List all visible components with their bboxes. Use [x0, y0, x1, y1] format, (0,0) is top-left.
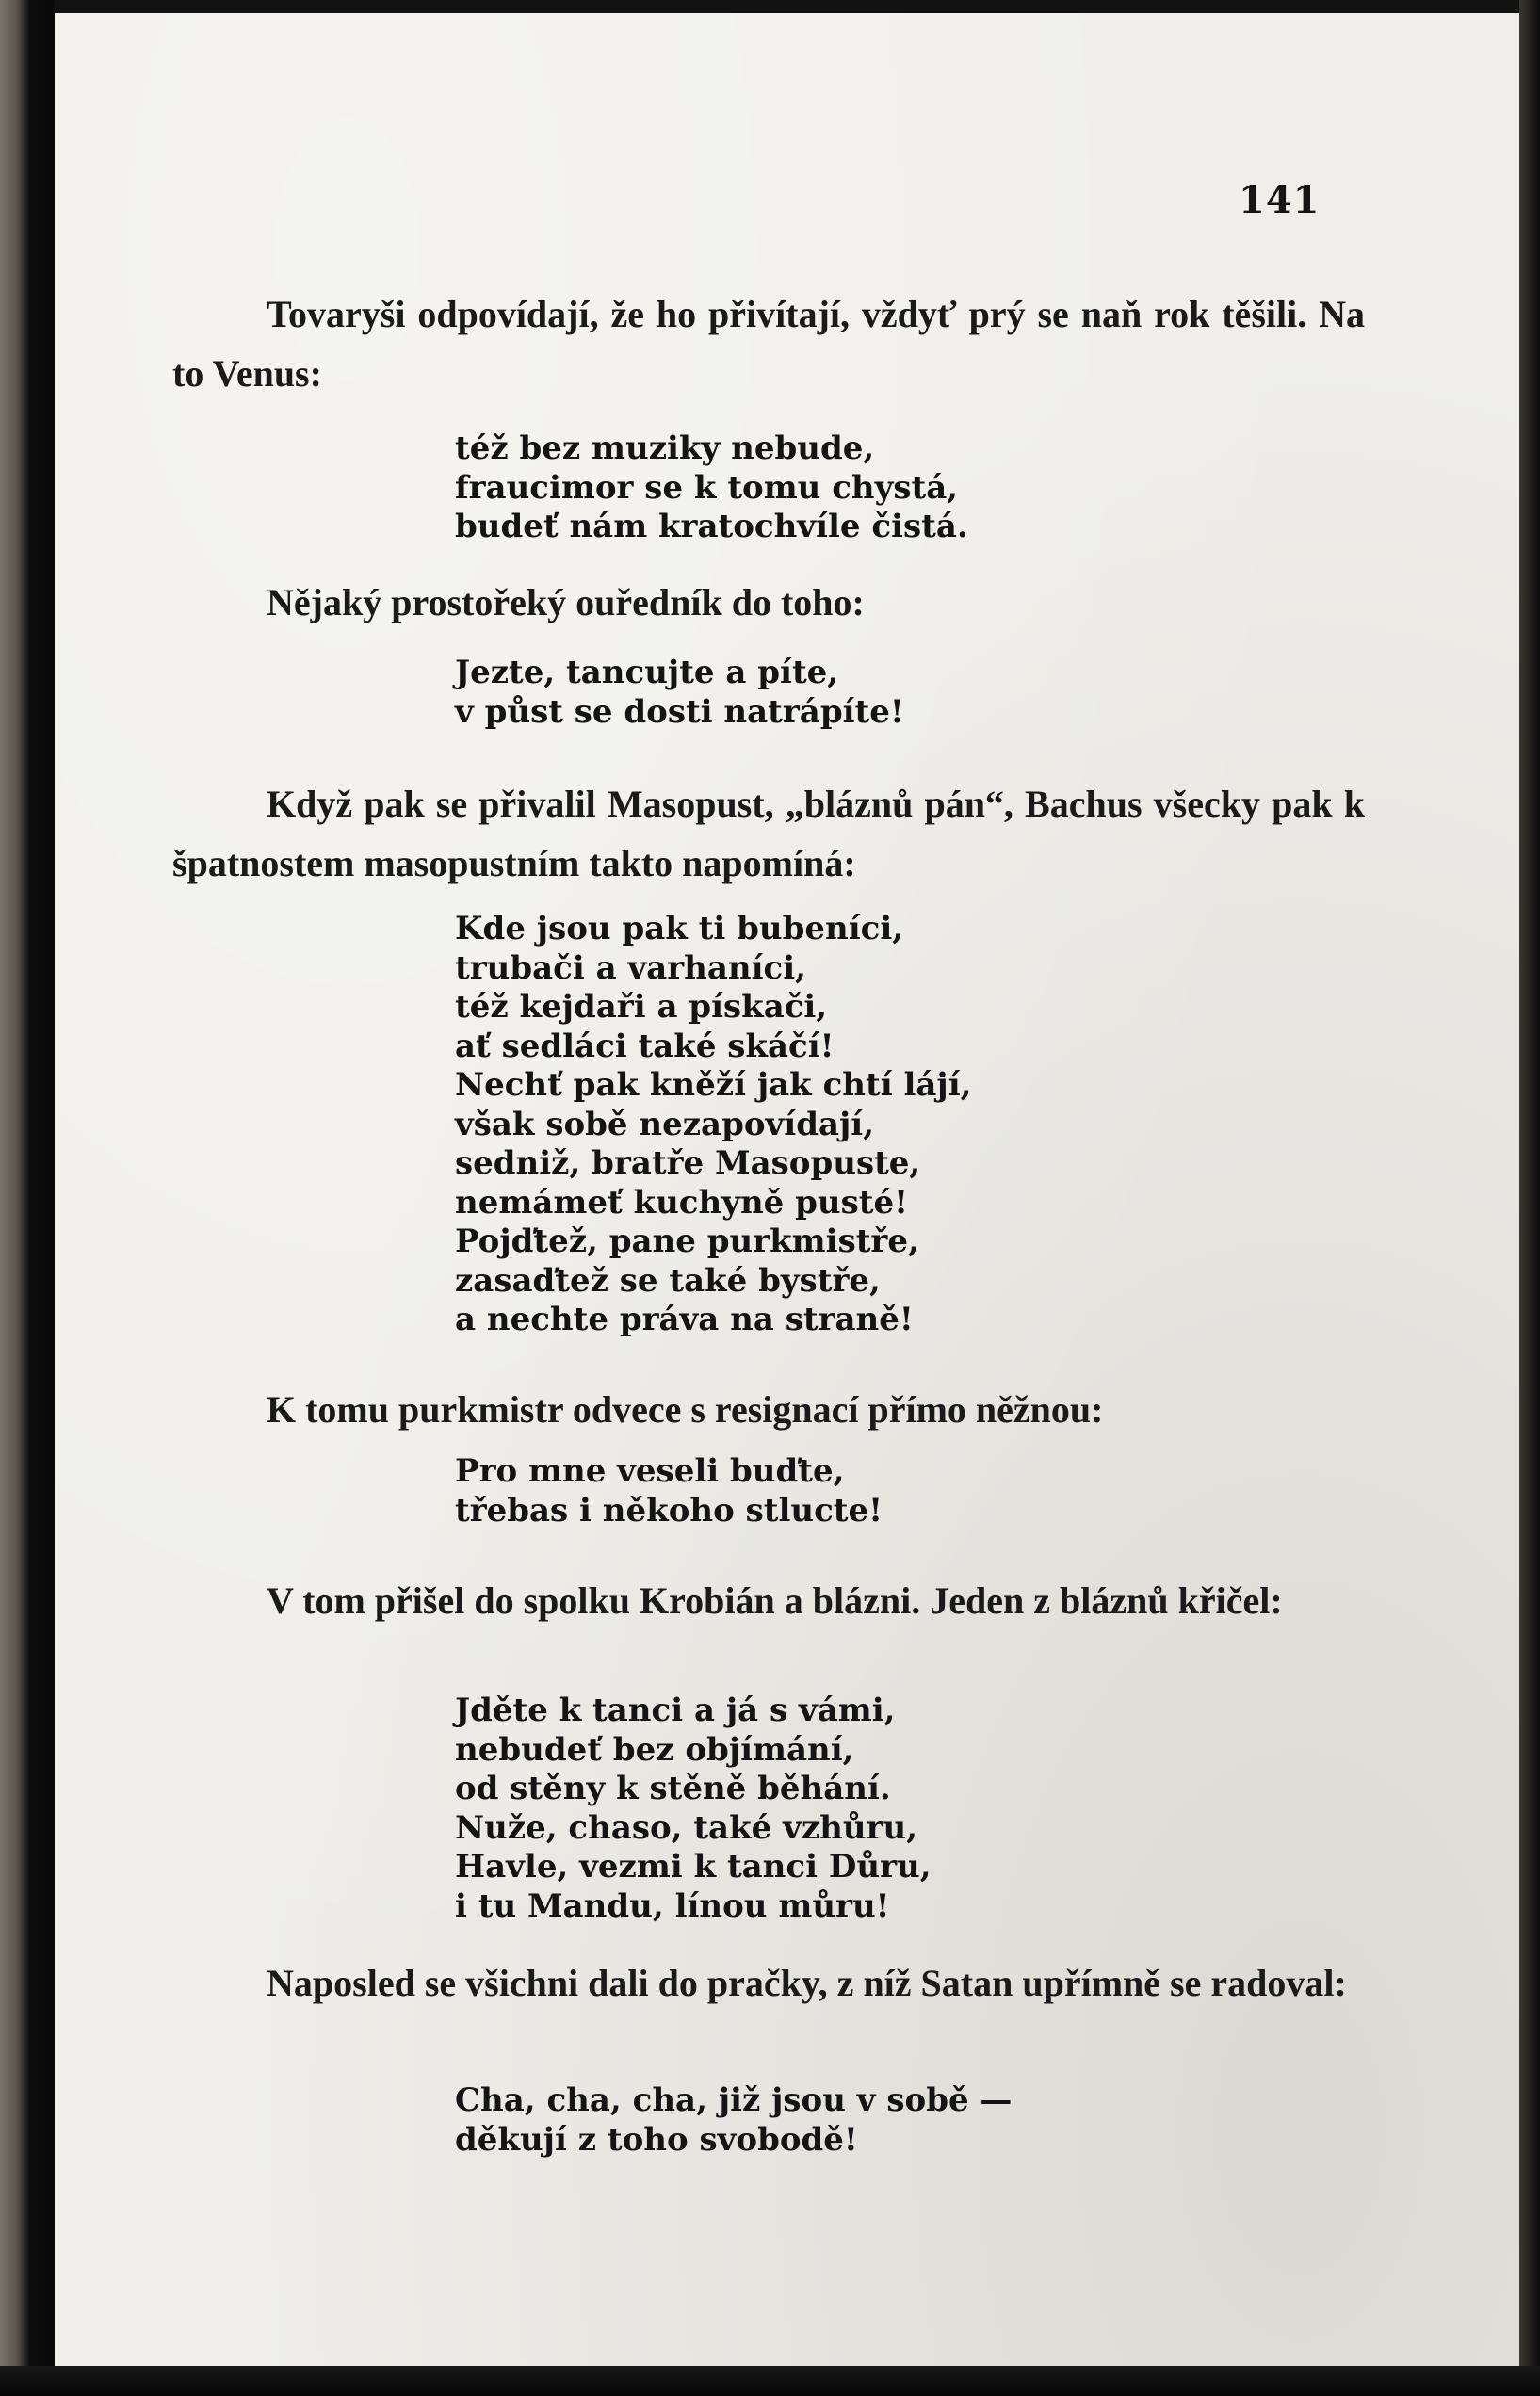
- verse-block: [455, 429, 968, 547]
- verse-line: též kejdaři a pískači,: [455, 988, 828, 1026]
- verse-block: [455, 1692, 932, 1926]
- prose-paragraph: Tovaryši odpovídají, že ho přivítají, vždyť prý se naň rok těšili. Na to Venus:: [172, 293, 1365, 395]
- verse-line: nemámeť kuchyně pusté!: [455, 1183, 909, 1222]
- verse-line: též bez muziky nebude,: [455, 429, 875, 467]
- verse-line: fraucimor se k tomu chystá,: [455, 468, 959, 507]
- verse-line: v půst se dosti natrápíte!: [455, 692, 904, 731]
- verse-line: Nechť pak kněží jak chtí lájí,: [455, 1066, 972, 1104]
- verse-line: nebudeť bez objímání,: [455, 1730, 854, 1769]
- prose-paragraph: Nějaký prostořeký ouředník do toho:: [267, 581, 865, 623]
- book-page: [55, 13, 1519, 2366]
- verse-line: Cha, cha, cha, již jsou v sobě —: [455, 2081, 1013, 2119]
- scan-top-edge: [0, 0, 1540, 13]
- verse-line: Nuže, chaso, také vzhůru,: [455, 1808, 918, 1847]
- verse-line: Jezte, tancujte a píte,: [455, 654, 839, 691]
- prose-paragraph: Když pak se přivalil Masopust, „bláznů pán“, Bachus všecky pak k špatnostem masopustním takto napomíná:: [172, 783, 1365, 884]
- verse-line: Jděte k tanci a já s vámi,: [455, 1692, 896, 1729]
- verse-line: ať sedláci také skáčí!: [455, 1027, 835, 1065]
- scan-bottom-edge: [0, 2366, 1540, 2396]
- verse-line: zasaďtež se také bystře,: [455, 1261, 881, 1300]
- scan-right-edge: [1519, 0, 1540, 2396]
- verse-line: děkují z toho svobodě!: [455, 2120, 858, 2159]
- book-binding-edge: [0, 0, 55, 2396]
- prose-paragraph: V tom přišel do spolku Krobián a blázni. Jeden z bláznů křičel:: [267, 1579, 1283, 1622]
- verse-line: Havle, vezmi k tanci Důru,: [455, 1848, 932, 1886]
- verse-line: Pro mne veseli buďte,: [455, 1452, 845, 1490]
- verse-line: Pojďtež, pane purkmistře,: [455, 1222, 919, 1260]
- verse-line: od stěny k stěně běhání.: [455, 1770, 891, 1807]
- verse-block: [455, 654, 904, 732]
- prose-paragraph: Naposled se všichni dali do pračky, z níž Satan upřímně se radoval:: [267, 1962, 1347, 2004]
- verse-line: a nechte práva na straně!: [455, 1301, 914, 1338]
- page-number: 141: [1239, 178, 1321, 222]
- verse-line: i tu Mandu, línou můru!: [455, 1886, 890, 1925]
- verse-block: [455, 2081, 1012, 2160]
- verse-line: však sobě nezapovídají,: [455, 1105, 875, 1143]
- verse-block: [455, 910, 971, 1340]
- verse-block: [455, 1452, 883, 1530]
- verse-line: třebas i někoho stlucte!: [455, 1491, 883, 1530]
- verse-line: trubači a varhaníci,: [455, 948, 807, 987]
- verse-line: sedniž, bratře Masopuste,: [455, 1144, 921, 1182]
- verse-line: Kde jsou pak ti bubeníci,: [455, 910, 904, 947]
- verse-line: budeť nám kratochvíle čistá.: [455, 508, 968, 545]
- prose-paragraph: K tomu purkmistr odvece s resignací přímo něžnou:: [267, 1388, 1104, 1431]
